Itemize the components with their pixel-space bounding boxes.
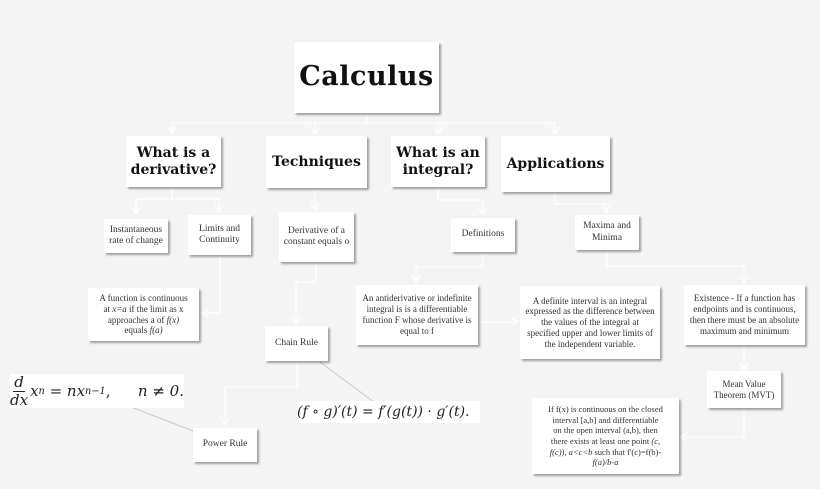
node-existence[interactable] [684,285,805,345]
branch-label: What is a derivative? [130,144,217,178]
derivative-fraction: $\frac{d}{dx}$ [10,372,29,409]
root-label: Calculus [299,61,434,93]
node-label: Instantaneous rate of change [109,224,163,246]
node-chain-rule[interactable] [265,326,328,361]
node-text: An antiderivative or indefinite integral is is a differentiable function F whose derivative is equal to f [362,293,472,336]
branch-node-applications[interactable] [501,136,610,192]
branch-node-integral[interactable] [391,136,485,187]
branch-label: Techniques [272,153,361,170]
node-label: Maxima and Minima [583,221,631,243]
node-label: Power Rule [202,439,248,450]
node-mean-value-theorem[interactable] [707,371,781,408]
node-limits-continuity[interactable] [188,215,251,255]
node-label: Definitions [461,229,505,240]
node-antiderivative[interactable] [356,285,478,345]
branch-node-derivative[interactable] [126,136,221,187]
node-power-rule[interactable] [193,428,257,462]
node-derivative-of-constant[interactable] [279,212,354,262]
branch-label: Applications [506,155,605,172]
node-definite-integral[interactable] [520,286,660,359]
node-text: If f(x) is continuous on the closed interval [a,b] and differentiable on the open interval (a,b), then there exists at least one point (c, f(c)), a<c<b such that f'(c)=f(b)- f(a)/b-a [548,404,663,468]
chain-rule-formula [297,401,480,423]
node-instantaneous-rate[interactable] [104,219,168,253]
node-maxima-minima[interactable] [575,215,639,250]
node-text: Mean Value Theorem (MVT) [713,378,775,400]
node-text: Existence - If a function has endpoints and is continuous, then there must be an absolute maximum and minimum [689,293,800,336]
node-label: Limits and Continuity [199,223,240,245]
branch-node-techniques[interactable] [266,136,367,188]
formula-text: (f ∘ g)′(t) = f′(g(t)) · g′(t). [297,404,470,420]
node-definitions[interactable] [451,218,515,252]
root-node-calculus[interactable] [294,42,439,113]
power-rule-formula: $\frac{d}{dx}$ x n = nx n−1 , n ≠ 0. [10,372,184,409]
branch-label: What is an integral? [396,144,480,178]
node-label: Chain Rule [274,337,318,348]
node-text: A function is continuous at x=a if the limit as x approaches a of f(x) equals f(a) [99,292,188,336]
node-continuity-definition[interactable] [88,288,199,341]
node-mvt-statement[interactable] [532,398,679,474]
node-label: Derivative of a constant equals o [283,225,350,247]
node-text: A definite interval is an integral expressed as the difference between the values of the integral at specified upper and lower limits of the independent variable. [525,295,655,349]
